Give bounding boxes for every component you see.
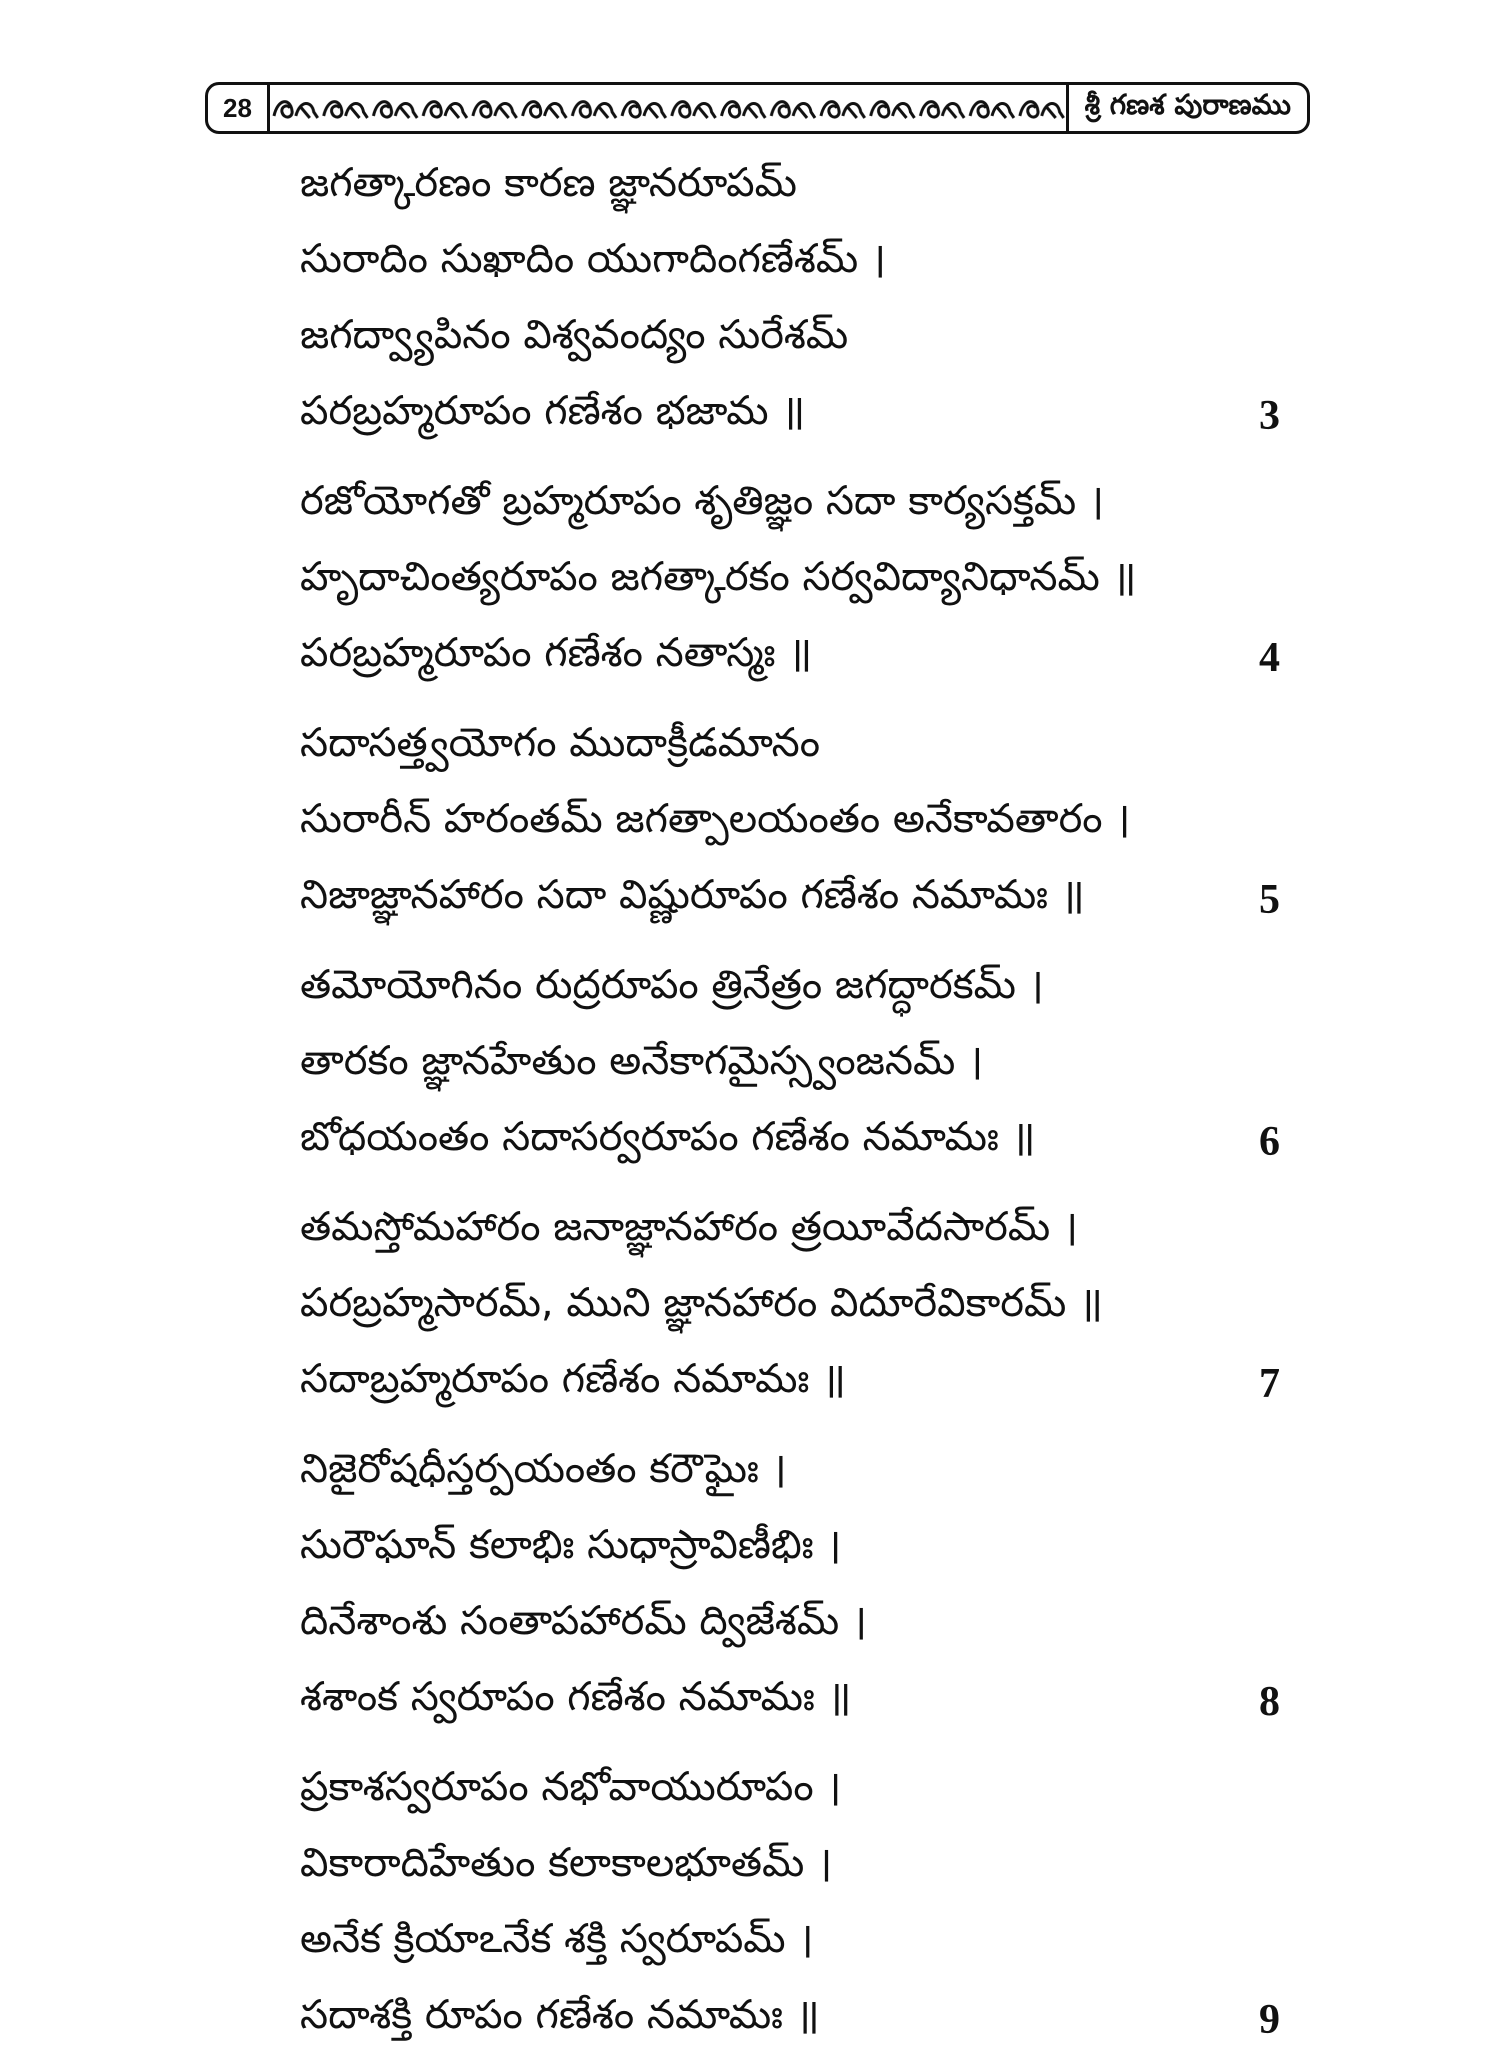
running-header	[205, 82, 1310, 134]
verse-number: 7	[1259, 1361, 1280, 1407]
verse-list	[300, 150, 1310, 2072]
verse-line: రజోయోగతో బ్రహ్మరూపం శృతిజ్ఞం సదా కార్యసక్తమ్ ।	[300, 478, 1105, 524]
verse-line: తమస్తోమహారం జనాజ్ఞానహారం త్రయీవేదసారమ్ ।	[300, 1204, 1079, 1250]
verse-line: పరబ్రహ్మరూపం గణేశం భజామ ॥ 3	[300, 388, 1280, 439]
verse-8	[300, 1436, 1310, 1740]
verse-line: సదాశక్తి రూపం గణేశం నమామః ॥ 9	[300, 1992, 1280, 2043]
verse-number: 8	[1259, 1679, 1280, 1725]
verse-line: నిజాజ్ఞానహారం సదా విష్ణురూపం గణేశం నమామః ॥ 5	[300, 872, 1280, 923]
verse-7	[300, 1194, 1310, 1422]
verse-line: జగత్కారణం కారణ జ్ఞానరూపమ్	[300, 160, 797, 206]
verse-line: పరబ్రహ్మరూపం గణేశం నతాస్మః ॥ 4	[300, 630, 1280, 681]
ornament-pattern-icon	[270, 88, 1066, 128]
verse-line: సదాబ్రహ్మరూపం గణేశం నమామః ॥ 7	[300, 1356, 1280, 1407]
verse-line: హృదాచింత్యరూపం జగత్కారకం సర్వవిద్యానిధానమ్ ॥	[300, 554, 1137, 600]
verse-line: సదాసత్త్వయోగం ముదాక్రీడమానం	[300, 720, 821, 766]
verse-3	[300, 150, 1310, 454]
verse-line: సురారీన్ హరంతమ్ జగత్పాలయంతం అనేకావతారం ।	[300, 796, 1131, 842]
verse-line: జగద్వ్యాపినం విశ్వవంద్యం సురేశమ్	[300, 312, 849, 358]
verse-number: 9	[1259, 1997, 1280, 2043]
verse-line: తమోయోగినం రుద్రరూపం త్రినేత్రం జగద్ధారకమ్ ।	[300, 962, 1044, 1008]
page-number: 28	[208, 85, 270, 131]
verse-number: 5	[1259, 877, 1280, 923]
verse-line: ప్రకాశస్వరూపం నభోవాయురూపం ।	[300, 1764, 842, 1810]
ornamental-border	[270, 85, 1066, 131]
verse-number: 4	[1259, 635, 1280, 681]
verse-5	[300, 710, 1310, 938]
verse-line: సురాదిం సుఖాదిం యుగాదింగణేశమ్ ।	[300, 236, 887, 282]
verse-line: బోధయంతం సదాసర్వరూపం గణేశం నమామః ॥ 6	[300, 1114, 1280, 1165]
verse-9	[300, 1754, 1310, 2058]
verse-number: 6	[1259, 1119, 1280, 1165]
verse-6	[300, 952, 1310, 1180]
verse-line: వికారాదిహేతుం కలాకాలభూతమ్ ।	[300, 1840, 833, 1886]
book-title: శ్రీ గణశ పురాణము	[1066, 85, 1307, 131]
verse-number: 3	[1259, 393, 1280, 439]
verse-line: పరబ్రహ్మసారమ్, ముని జ్ఞానహారం విదూరేవికారమ్ ॥	[300, 1280, 1103, 1326]
verse-line: నిజైరోషధీస్తర్పయంతం కరౌఘైః ।	[300, 1446, 787, 1492]
verse-4	[300, 468, 1310, 696]
verse-line: అనేక క్రియాఽనేక శక్తి స్వరూపమ్ ।	[300, 1916, 814, 1962]
verse-line: దినేశాంశు సంతాపహారమ్ ద్విజేశమ్ ।	[300, 1598, 868, 1644]
verse-line: తారకం జ్ఞానహేతుం అనేకాగమైస్స్వంజనమ్ ।	[300, 1038, 984, 1084]
verse-line: సురౌఘాన్ కలాభిః సుధాస్రావిణీభిః ।	[300, 1522, 842, 1568]
verse-line: శశాంక స్వరూపం గణేశం నమామః ॥ 8	[300, 1674, 1280, 1725]
